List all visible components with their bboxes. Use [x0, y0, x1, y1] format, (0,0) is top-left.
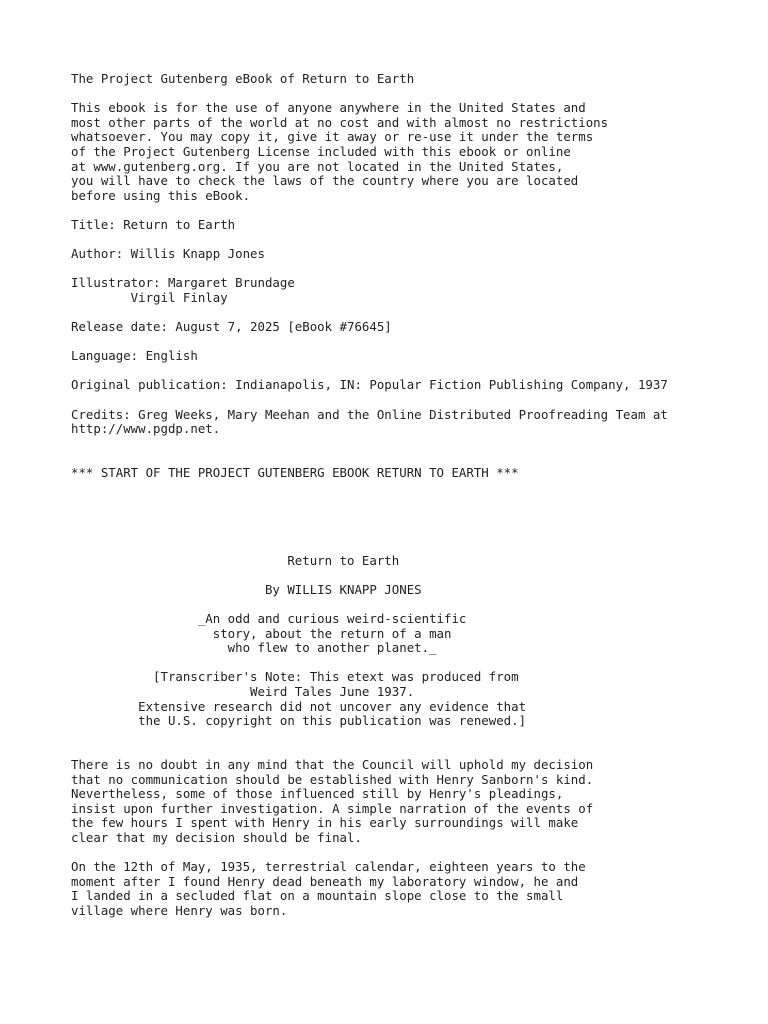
meta-author: Author: Willis Knapp Jones	[71, 246, 265, 262]
transcriber-note: [Transcriber's Note: This etext was produced from Weird Tales June 1937. Extensive research did not uncover any evidence that the U.S. copyright on this publication was renewed.]	[138, 669, 527, 729]
spacer	[71, 451, 761, 466]
story-byline: By WILLIS KNAPP JONES	[71, 581, 422, 597]
spacer	[71, 524, 761, 539]
story-title: Return to Earth	[71, 552, 400, 568]
start-marker: *** START OF THE PROJECT GUTENBERG EBOOK RETURN TO EARTH ***	[71, 465, 519, 481]
story-subtitle: _An odd and curious weird-scientific story, about the return of a man who flew to another planet._	[197, 610, 467, 656]
spacer	[71, 539, 761, 554]
meta-original-publication: Original publication: Indianapolis, IN: Popular Fiction Publishing Company, 1937	[71, 377, 668, 393]
ebook-heading: The Project Gutenberg eBook of Return to Earth	[71, 71, 415, 86]
spacer	[71, 510, 761, 525]
meta-credits: Credits: Greg Weeks, Mary Meehan and the Online Distributed Proofreading Team at http://www.pgdp.net.	[71, 406, 668, 437]
story-paragraph: There is no doubt in any mind that the Council will uphold my decision that no communication should be established with Henry Sanborn's kind. Nevertheless, some of those influenced still by Henry's pleadings, insist upon further investigation. A simple narration of the events of the few hours I spent with Henry in his early surroundings will make clear that my decision should be final.	[71, 756, 594, 845]
meta-illustrator: Illustrator: Margaret Brundage Virgil Finlay	[71, 275, 295, 305]
spacer	[71, 743, 761, 758]
story-paragraph: On the 12th of May, 1935, terrestrial calendar, eighteen years to the moment after I found Henry dead beneath my laboratory window, he and I landed in a secluded flat on a mountain slope close to the small village where Henry was born.	[71, 859, 586, 918]
meta-release-date: Release date: August 7, 2025 [eBook #76645]	[71, 319, 392, 335]
meta-title: Title: Return to Earth	[71, 216, 236, 232]
license-notice: This ebook is for the use of anyone anywhere in the United States and most other parts of the world at no cost and with almost no restrictions whatsoever. You may copy it, give it away or re-use it under the terms of the Project Gutenberg License included with this ebook or online at www.gutenberg.org. If you are not located in the United States, you will have to check the laws of the country where you are located before using this eBook.	[71, 100, 609, 203]
meta-language: Language: English	[71, 348, 198, 364]
ebook-page	[71, 72, 761, 933]
spacer	[71, 495, 761, 510]
